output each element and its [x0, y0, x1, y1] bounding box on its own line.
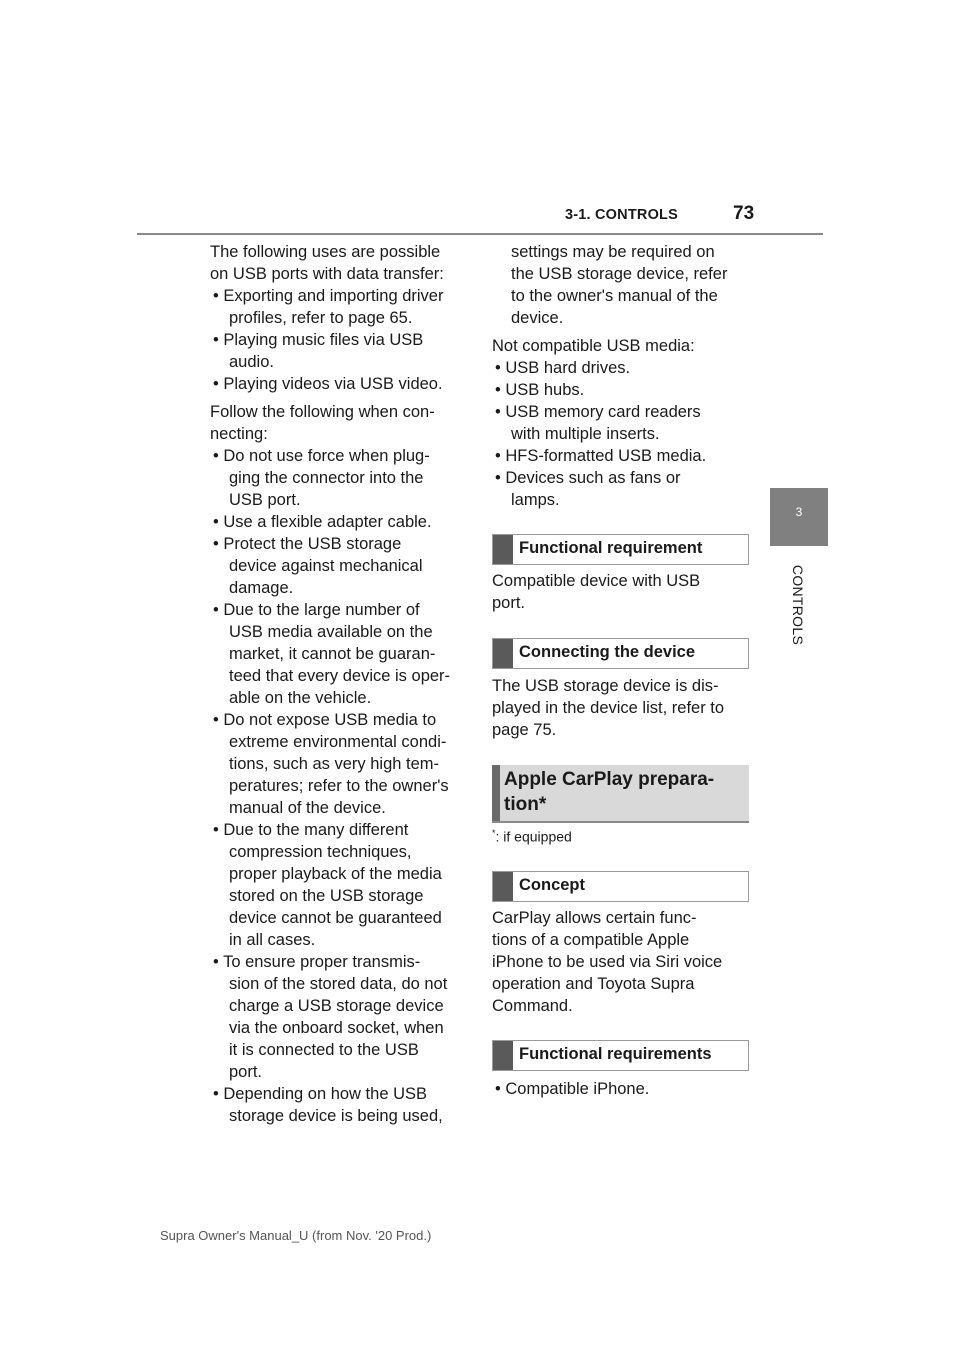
- list-item-line: able on the vehicle.: [229, 689, 372, 707]
- chapter-tab: 3: [770, 488, 828, 546]
- text-line: Not compatible USB media:: [492, 337, 695, 355]
- connecting-text: [492, 675, 724, 741]
- footnote-mark: *: [492, 828, 496, 838]
- list-item-line: with multiple inserts.: [511, 425, 660, 443]
- text-line: Follow the following when con-: [210, 403, 435, 421]
- heading-bar: [493, 1041, 513, 1070]
- list-item-line: extreme environmental condi-: [229, 733, 447, 751]
- list-item-line: audio.: [229, 353, 274, 371]
- list-item-line: • Protect the USB storage: [213, 535, 402, 553]
- text-line: device.: [511, 309, 564, 327]
- heading-functional-requirement: [492, 534, 749, 565]
- list-item-line: • Do not use force when plug-: [213, 447, 430, 465]
- text-line: the USB storage device, refer: [511, 265, 728, 283]
- list-item-line: • USB hubs.: [495, 381, 585, 399]
- text-line: settings may be required on: [511, 243, 715, 261]
- list-item-line: market, it cannot be guaran-: [229, 645, 436, 663]
- list-item-line: port.: [229, 1063, 263, 1081]
- list-item-line: stored on the USB storage: [229, 887, 424, 905]
- text-line: iPhone to be used via Siri voice: [492, 953, 723, 971]
- list-item-line: USB media available on the: [229, 623, 433, 641]
- list-item-line: compression techniques,: [229, 843, 412, 861]
- list-item-line: profiles, refer to page 65.: [229, 309, 413, 327]
- list-item-line: • Due to the many different: [213, 821, 409, 839]
- heading-bar: [493, 872, 513, 901]
- list-item-line: • Use a flexible adapter cable.: [213, 513, 432, 531]
- chapter-label: CONTROLS: [790, 564, 806, 646]
- text-line: Compatible device with USB: [492, 572, 701, 590]
- list-item-line: proper playback of the media: [229, 865, 442, 883]
- list-item-line: teed that every device is oper-: [229, 667, 451, 685]
- list-item-line: sion of the stored data, do not: [229, 975, 448, 993]
- list-item-line: • Playing videos via USB video.: [213, 375, 443, 393]
- list-item-line: • Do not expose USB media to: [213, 711, 437, 729]
- heading-functional-requirements: [492, 1040, 749, 1071]
- text-line: played in the device list, refer to: [492, 699, 725, 717]
- text-line: page 75.: [492, 721, 557, 739]
- compatible-text: [492, 570, 700, 614]
- heading-concept: [492, 871, 749, 902]
- list-item-line: ging the connector into the: [229, 469, 424, 487]
- heading-text: [504, 767, 714, 817]
- list-item-line: peratures; refer to the owner's: [229, 777, 449, 795]
- list-item-line: USB port.: [229, 491, 301, 509]
- requirements-list: [492, 1078, 649, 1100]
- header-rule: [137, 233, 823, 235]
- left-column: [210, 241, 450, 1127]
- list-item-line: tions, such as very high tem-: [229, 755, 440, 773]
- list-item-line: • Due to the large number of: [213, 601, 420, 619]
- text-line: on USB ports with data transfer:: [210, 265, 444, 283]
- footer: Supra Owner's Manual_U (from Nov. '20 Prod.): [160, 1228, 432, 1243]
- list-item-line: • Playing music files via USB: [213, 331, 424, 349]
- list-item-line: damage.: [229, 579, 294, 597]
- heading-bar: [493, 535, 513, 564]
- list-item-line: storage device is being used,: [229, 1107, 443, 1125]
- list-item-line: • Depending on how the USB: [213, 1085, 428, 1103]
- heading-line: tion*: [504, 794, 547, 815]
- heading-text: Functional requirement: [519, 539, 703, 557]
- heading-bar: [492, 765, 500, 821]
- list-item-line: • USB memory card readers: [495, 403, 701, 421]
- heading-text: Functional requirements: [519, 1045, 712, 1063]
- section-title: 3-1. CONTROLS: [565, 207, 678, 223]
- text-line: necting:: [210, 425, 268, 443]
- heading-bar: [493, 639, 513, 668]
- list-item-line: • HFS-formatted USB media.: [495, 447, 707, 465]
- heading-apple-carplay: [492, 765, 749, 823]
- list-item-line: charge a USB storage device: [229, 997, 444, 1015]
- text-line: tions of a compatible Apple: [492, 931, 690, 949]
- list-item-line: via the onboard socket, when: [229, 1019, 444, 1037]
- list-item-line: device against mechanical: [229, 557, 423, 575]
- heading-text: Concept: [519, 876, 585, 894]
- list-item-line: • Compatible iPhone.: [495, 1080, 650, 1098]
- page-number: 73: [733, 203, 755, 224]
- list-item-line: • Exporting and importing driver: [213, 287, 444, 305]
- footnote: [492, 828, 572, 845]
- concept-text: [492, 907, 722, 1017]
- text-line: The USB storage device is dis-: [492, 677, 719, 695]
- right-column-top: [492, 241, 727, 511]
- heading-text: Connecting the device: [519, 643, 696, 661]
- list-item-line: • To ensure proper transmis-: [213, 953, 421, 971]
- list-item-line: device cannot be guaranteed: [229, 909, 442, 927]
- list-item-line: in all cases.: [229, 931, 316, 949]
- list-item-line: manual of the device.: [229, 799, 386, 817]
- list-item-line: • USB hard drives.: [495, 359, 631, 377]
- text-line: operation and Toyota Supra: [492, 975, 695, 993]
- footnote-text: : if equipped: [495, 828, 572, 845]
- text-line: Command.: [492, 997, 573, 1015]
- heading-line: Apple CarPlay prepara-: [504, 769, 715, 790]
- heading-connecting-device: [492, 638, 749, 669]
- list-item-line: lamps.: [511, 491, 560, 509]
- list-item-line: it is connected to the USB: [229, 1041, 419, 1059]
- list-item-line: • Devices such as fans or: [495, 469, 681, 487]
- text-line: The following uses are possible: [210, 243, 441, 261]
- text-line: CarPlay allows certain func-: [492, 909, 697, 927]
- text-line: port.: [492, 594, 526, 612]
- text-line: to the owner's manual of the: [511, 287, 718, 305]
